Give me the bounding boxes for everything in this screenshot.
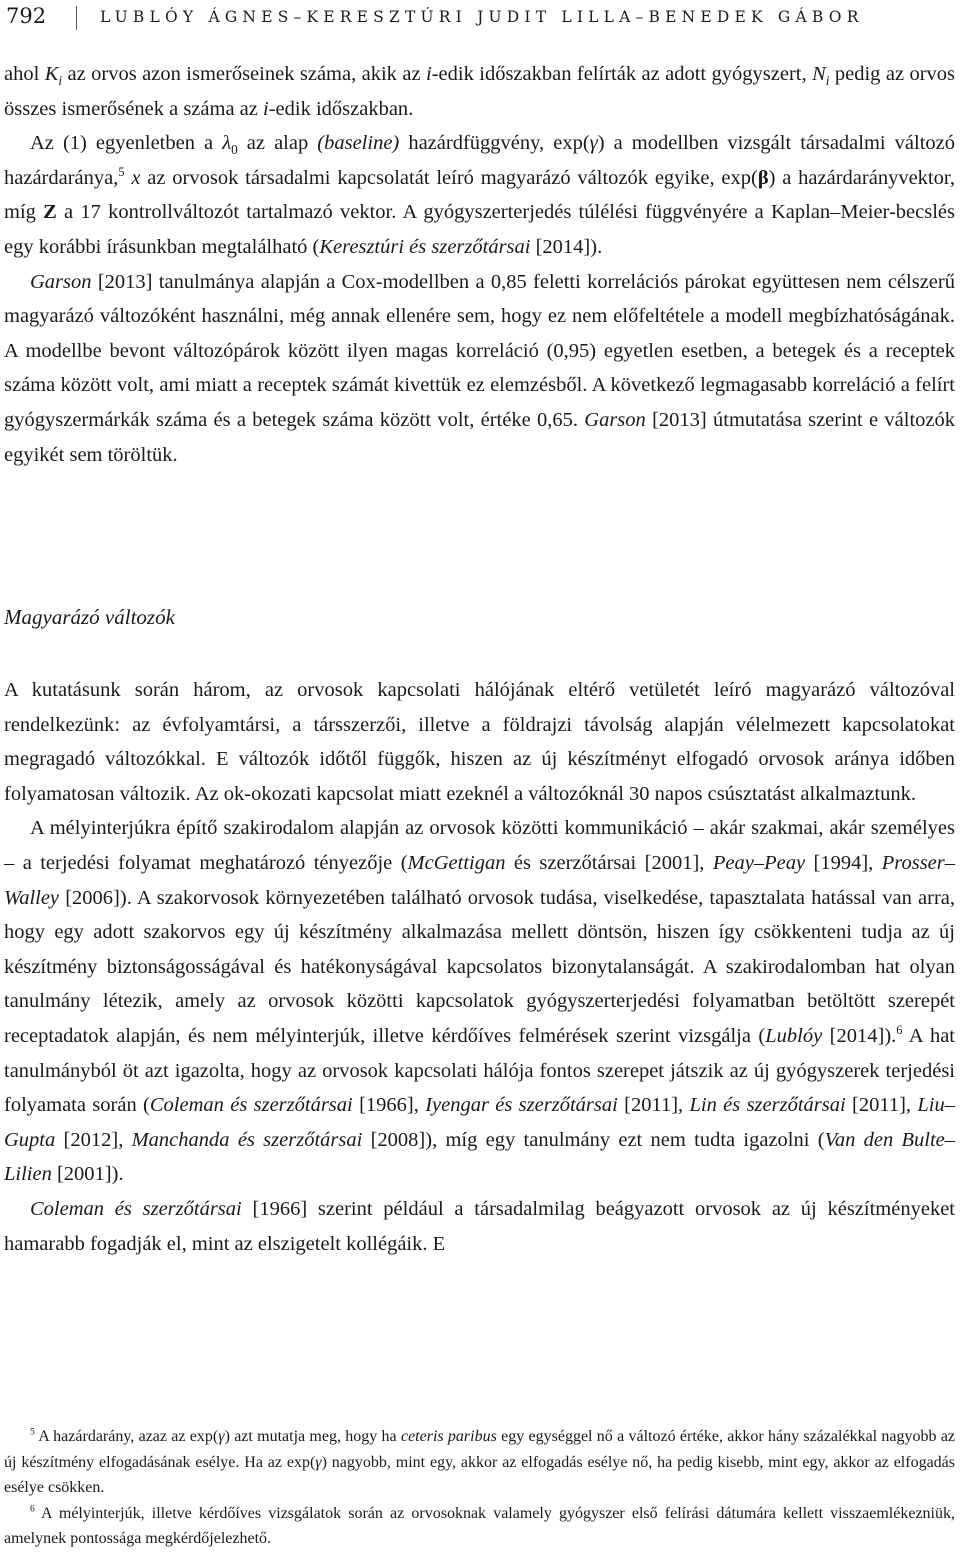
text-run: N	[812, 63, 826, 85]
paragraph: Garson [2013] tanulmánya alapján a Cox-modellben a 0,85 feletti korrelációs párokat együttesen nem célszerű magyarázó változóként használni, még annak ellenére sem, hogy ez nem előfeltétele a modell megbízhatóságának. A modellbe bevont változópárok között ilyen magas korreláció (0,95) egyetlen esetben, a betegek és a receptek száma között volt, ami miatt a receptek számát kivettük ez elemzésből. A következő legmagasabb korreláció a felírt gyógyszermárkák száma és a betegek száma között volt, értéke 0,65. Garson [2013] útmutatása szerint e változók egyikét sem töröltük.	[4, 270, 955, 466]
text-run: Iyengar és szerzőtársai	[425, 1094, 618, 1117]
paragraph: Az (1) egyenletben a $\lambda_0$ az alap (baseline) hazárdfüggvény, exp(γ) a modellben vizsgált társadalmi változó hazárdaránya,$^5$ x az orvosok társadalmi kapcsolatát leíró magyarázó változók egyike, exp(β) a hazárdarányvektor, míg Z a 17 kontrollváltozót tartalmazó vektor. A gyógyszerterjedés túlélési függvényére a Kaplan–Meier-becslés egy korábbi írásunkban megtalálható (Keresztúri és szerzőtársai [2014]).	[4, 132, 956, 258]
text-run: Peay–Peay	[712, 851, 806, 874]
text-run: (baseline)	[317, 132, 400, 155]
text-run: Lin és szerzőtársai	[689, 1094, 846, 1117]
running-head: LUBLÓY ÁGNES–KERESZTÚRI JUDIT LILLA–BENEDEK GÁBOR	[100, 8, 864, 26]
text-run: i	[263, 97, 269, 120]
text-run: x	[131, 166, 141, 189]
body-text-bottom	[4, 673, 955, 1261]
text-run: Coleman és szerzőtársai	[149, 1094, 353, 1117]
text-run: Keresztúri és szerzőtársai	[319, 235, 531, 258]
text-run: McGettigan	[407, 851, 506, 874]
footnote-6: $^6$ A mélyinterjúk, illetve kérdőíves vizsgálatok során az orvosoknak valamely gyógyszer első felírási dátumára kellett visszaemlékezniük, amelynek pontossága megkérdőjelezhető.	[4, 1503, 955, 1548]
text-run: 5	[118, 164, 125, 179]
text-run: Coleman és szerzőtársai	[30, 1197, 242, 1220]
paragraph: A kutatásunk során három, az orvosok kapcsolati hálójának eltérő vetületét leíró magyarázó változóval rendelkezünk: az évfolyamtársi, a társszerzői, illetve a földrajzi távolság alapján vélelmezett kapcsolatokat megragadó változókkal. E változók időtől függők, hiszen az új készítményt elfogadó orvosok aránya időben folyamatosan változik. Az ok-okozati kapcsolat miatt ezeknél a változóknál 30 napos csúsztatást alkalmaztunk.	[4, 679, 955, 805]
text-run: ceteris paribus	[400, 1428, 497, 1445]
text-run: i	[825, 73, 830, 89]
text-run: Liu–Gupta	[4, 1094, 955, 1151]
text-run: Garson	[584, 408, 646, 431]
text-run: β	[757, 166, 769, 189]
text-run: K	[44, 63, 59, 85]
paragraph: ahol $K_i$ az orvos azon ismerőseinek száma, akik az i-edik időszakban felírták az adott gyógyszert, $N_i$ pedig az orvos összes ismerősének a száma az i-edik időszakban.	[4, 63, 956, 120]
text-run: Garson	[30, 270, 92, 293]
text-run: i	[426, 63, 432, 85]
text-run: γ	[315, 1453, 322, 1471]
section-heading: Magyarázó változók	[4, 605, 175, 629]
text-run: γ	[589, 132, 598, 155]
text-run: Z	[43, 201, 57, 224]
text-run: 6	[896, 1023, 903, 1038]
header-divider	[76, 6, 77, 30]
paragraph: Coleman és szerzőtársai [1966] szerint például a társadalmilag beágyazott orvosok az új készítményeket hamarabb fogadják el, mint az elszigetelt kollégáik. E	[4, 1197, 955, 1255]
text-run: 0	[231, 142, 238, 158]
text-run: λ	[222, 132, 232, 155]
text-run: i	[58, 73, 63, 89]
body-text-top	[4, 57, 955, 472]
text-run: Lublóy	[765, 1024, 823, 1047]
text-run: 6	[30, 1503, 35, 1515]
text-run: Prosser–Walley	[4, 851, 956, 909]
text-run: Van den Bulte–Lilien	[4, 1128, 955, 1186]
page-header	[0, 0, 960, 40]
text-run: γ	[218, 1428, 225, 1445]
footnote-5: $^5$ A hazárdarány, azaz az exp(γ) azt mutatja meg, hogy ha ceteris paribus egy egységgel nő a változó értéke, akkor hány százalékkal nagyobb az új készítmény elfogadásának esélye. Ha az exp(γ) nagyobb, mint egy, akkor az elfogadás esélye nő, ha pedig kisebb, mint egy, akkor az elfogadás esélye csökken.	[4, 1426, 956, 1497]
paragraph: A mélyinterjúkra építő szakirodalom alapján az orvosok közötti kommunikáció – akár szakmai, akár személyes – a terjedési folyamat meghatározó tényezője (McGettigan és szerzőtársai [2001], Peay–Peay [1994], Prosser–Walley [2006]). A szakorvosok környezetében található orvosok tudása, viselkedése, tapasztalata hatással van arra, hogy egy adott szakorvos egy új készítmény alkalmazása mellett döntsön, hiszen így csökkenteni tudja az új készítmény biztonságosságával és hatékonyságával kapcsolatos bizonytalanságát. A szakirodalomban hat olyan tanulmány létezik, amely az orvosok közötti kapcsolatok gyógyszerterjedési folyamatban betöltött szerepét receptadatok alapján, és nem mélyinterjúk, illetve kérdőíves felmérések szerint vizsgálja (Lublóy [2014]).$^6$ A hat tanulmányból öt azt igazolta, hogy az orvosok kapcsolati hálója fontos szerepet játszik az új gyógyszerek terjedési folyamata során (Coleman és szerzőtársai [1966], Iyengar és szerzőtársai [2011], Lin és szerzőtársai [2011], Liu–Gupta [2012], Manchanda és szerzőtársai [2008]), míg egy tanulmány ezt nem tudta igazolni (Van den Bulte–Lilien [2001]).	[4, 817, 956, 1186]
text-run: Manchanda és szerzőtársai	[131, 1128, 363, 1151]
page-number: 792	[6, 4, 47, 28]
footnotes	[4, 1424, 955, 1552]
text-run: 5	[30, 1426, 35, 1438]
